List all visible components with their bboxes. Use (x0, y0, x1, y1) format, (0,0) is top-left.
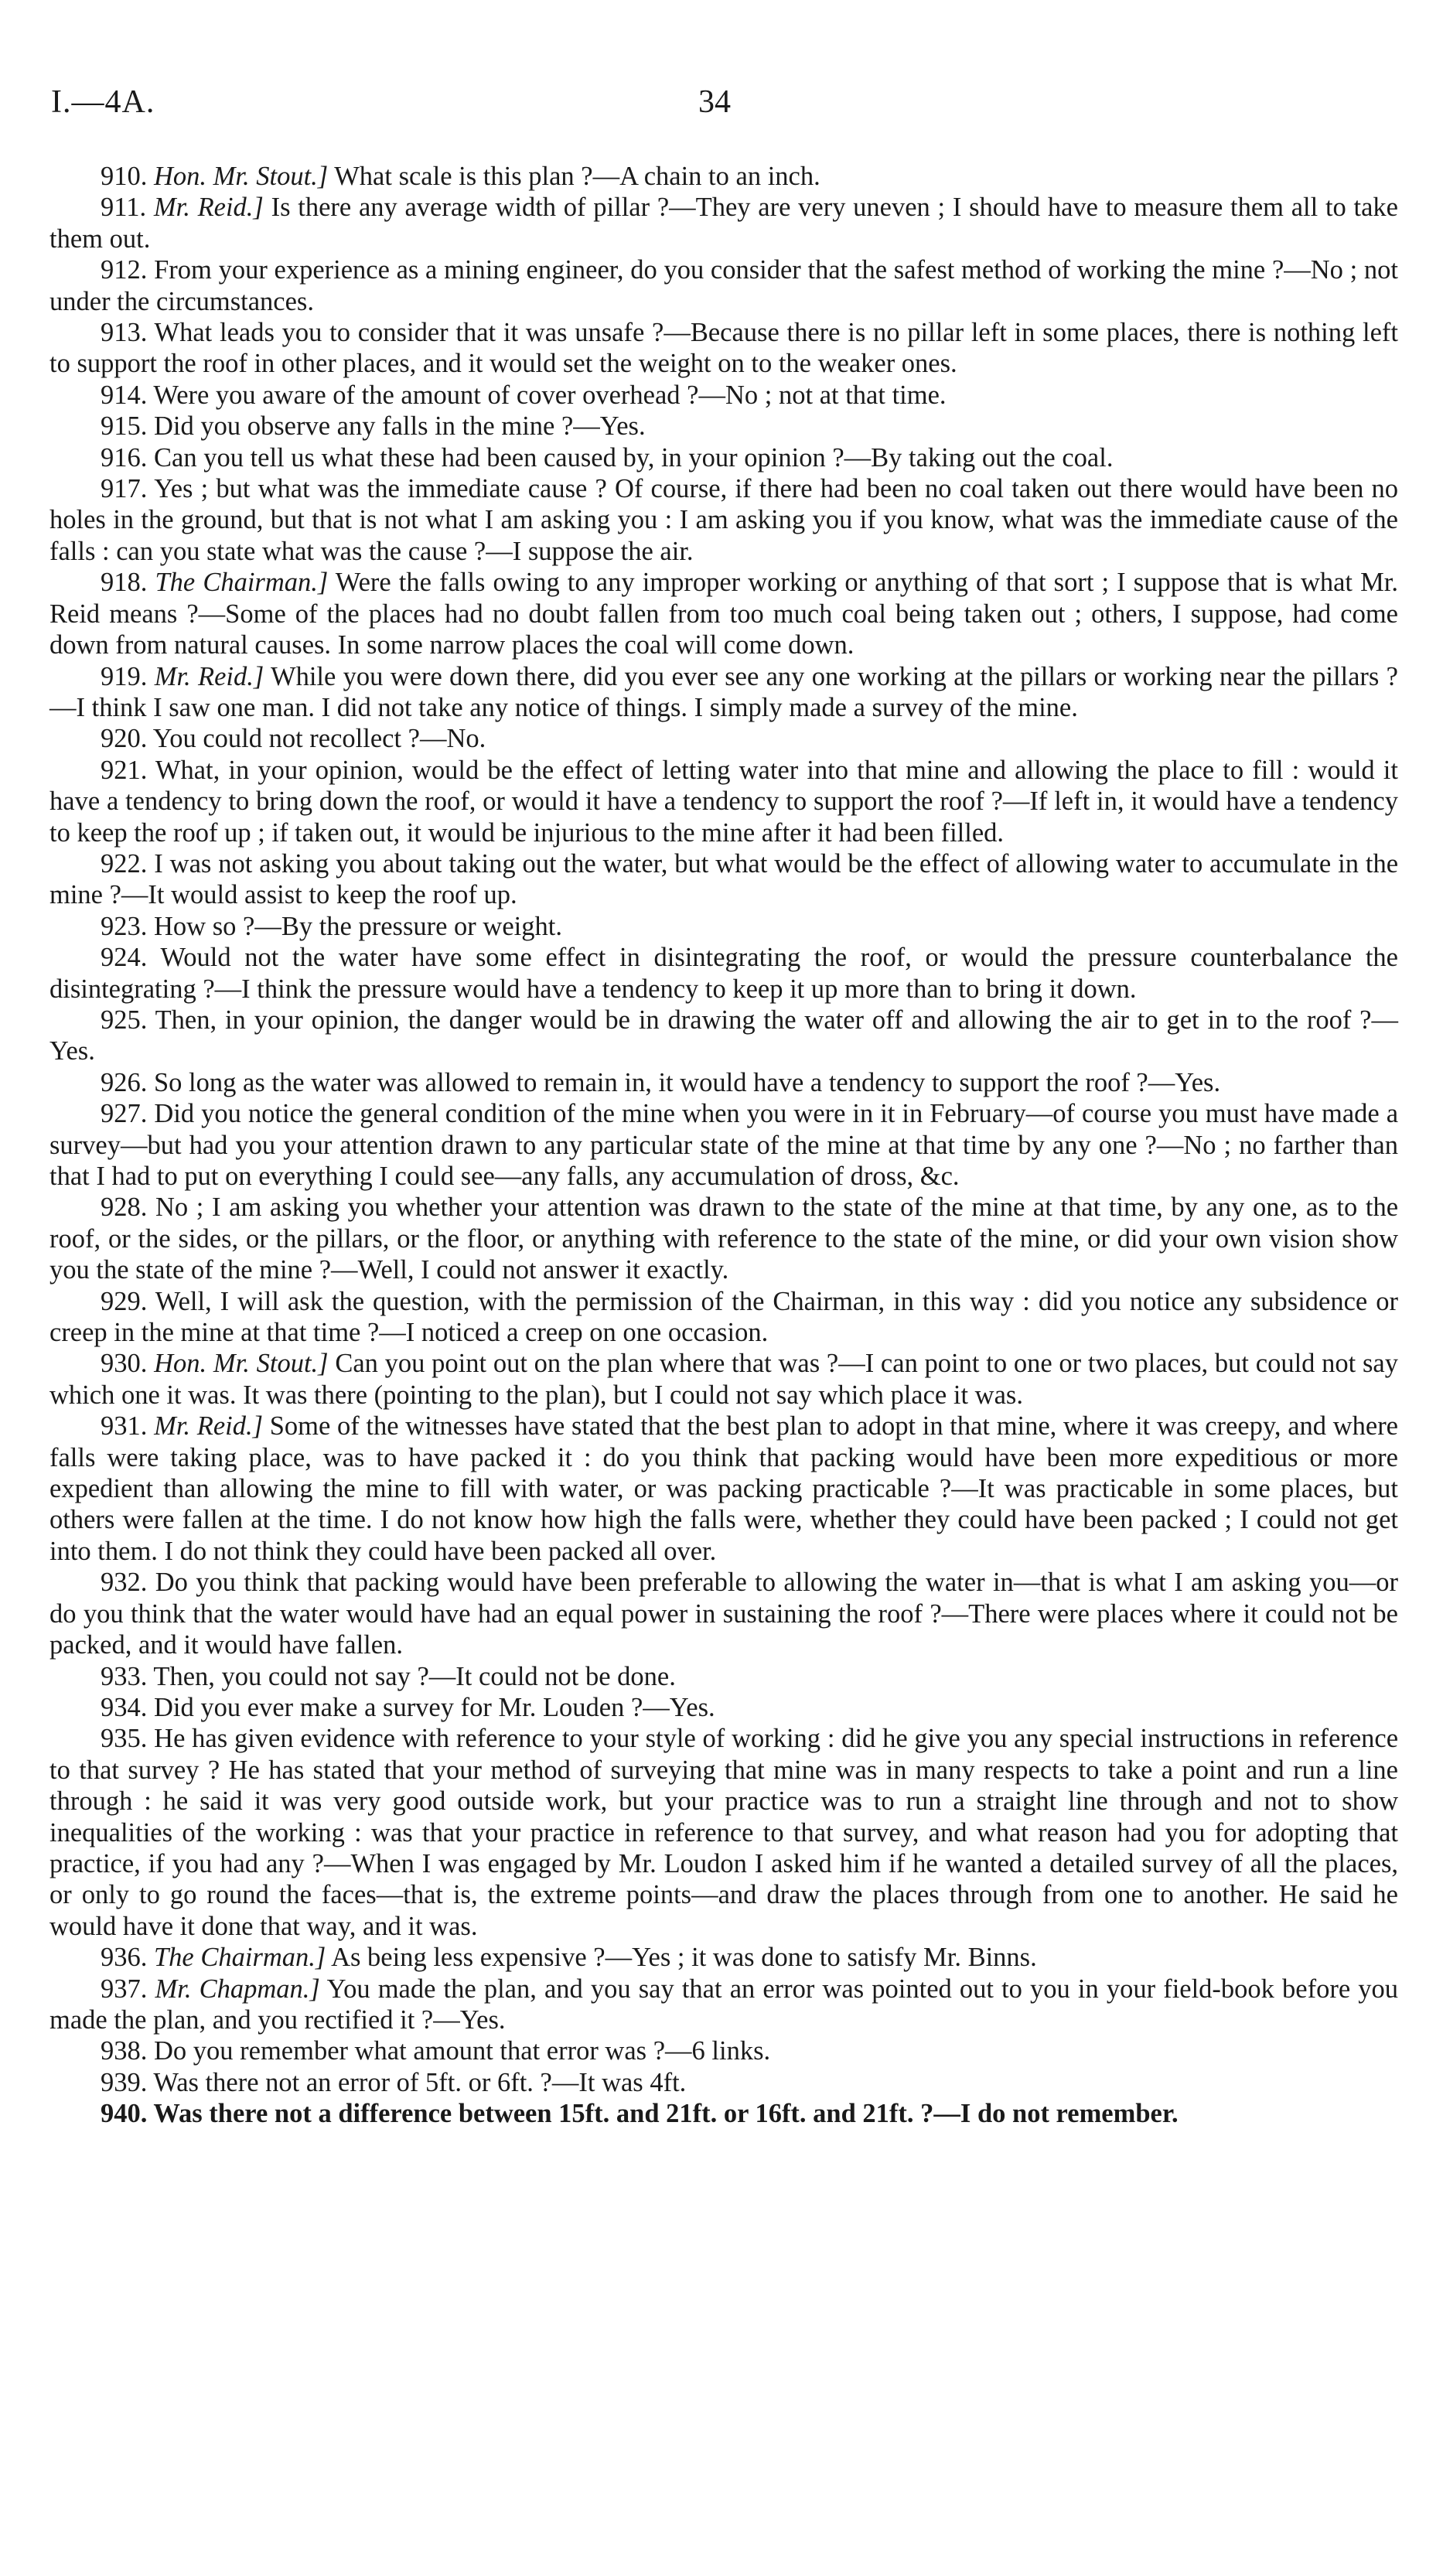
question-answer-text: Is there any average width of pillar ?—They are very uneven ; I should have to measure them all to take them out. (49, 193, 1398, 254)
evidence-paragraph (49, 1723, 1398, 1942)
evidence-paragraph (49, 723, 1398, 754)
question-answer-text: While you were down there, did you ever see any one working at the pillars or working near the pillars ?—I think I saw one man. I did not take any notice of things. I simply made a survey of the mine. (49, 661, 1398, 722)
question-number: 920. (101, 724, 148, 754)
speaker-name: Hon. Mr. Stout.] (154, 162, 329, 191)
question-number: 912. (101, 255, 148, 285)
question-answer-text: What, in your opinion, would be the effect of letting water into that mine and allowing the place to fill : would it have a tendency to bring down the roof, or would it have a tendency to support the roof ?—If left in, it would have a tendency to keep the roof up ; if taken out, it would be injurious to the mine after it had been filled. (49, 755, 1398, 848)
question-answer-text: Can you point out on the plan where that was ?—I can point to one or two places, but could not say which one it was. It was there (pointing to the plan), but I could not say which place it was. (49, 1349, 1398, 1410)
evidence-paragraph (49, 1067, 1398, 1098)
document-reference: I.—4A. (51, 84, 155, 120)
question-answer-text: Then, in your opinion, the danger would be in drawing the water off and allowing the air to get in to the roof ?—Yes. (49, 1005, 1398, 1066)
evidence-paragraph (49, 2035, 1398, 2066)
question-number: 913. (101, 318, 148, 348)
speaker-name: Mr. Reid.] (154, 1411, 264, 1442)
question-number: 933. (101, 1661, 148, 1691)
evidence-paragraph (49, 567, 1398, 660)
evidence-paragraph (49, 1286, 1398, 1349)
evidence-text (49, 161, 1398, 2130)
question-answer-text: Did you observe any falls in the mine ?—Yes. (154, 411, 646, 442)
question-number: 937. (101, 1974, 148, 2004)
question-answer-text: What scale is this plan ?—A chain to an inch. (328, 162, 820, 191)
question-number: 932. (101, 1568, 148, 1598)
question-answer-text: Then, you could not say ?—It could not be done. (153, 1661, 676, 1691)
question-answer-text: No ; I am asking you whether your attention was drawn to the state of the mine at that time, by any one, as to the roof, or the sides, or the pillars, or the floor, or anything with reference to the state of the mine, or did your own vision show you the state of the mine ?—Well, I could not answer it exactly. (49, 1192, 1399, 1285)
question-number: 938. (101, 2036, 148, 2066)
question-answer-text: So long as the water was allowed to remain in, it would have a tendency to support the roof ?—Yes. (154, 1067, 1221, 1097)
question-number: 919. (101, 661, 148, 691)
evidence-paragraph (49, 911, 1398, 942)
question-answer-text: Did you ever make a survey for Mr. Louden ?—Yes. (154, 1692, 715, 1722)
question-number: 914. (101, 380, 148, 410)
speaker-name: Mr. Chapman.] (155, 1974, 320, 2004)
question-answer-text: I was not asking you about taking out the water, but what would be the effect of allowing water to accumulate in the mine ?—It would assist to keep the roof up. (49, 848, 1399, 910)
question-answer-text: As being less expensive ?—Yes ; it was done to satisfy Mr. Binns. (326, 1943, 1037, 1973)
question-answer-text: Was there not a difference between 15ft. and 21ft. or 16ft. and 21ft. ?—I do not remember. (153, 2099, 1179, 2129)
question-answer-text: Were the falls owing to any improper working or anything of that sort ; I suppose that is what Mr. Reid means ?—Some of the places had no doubt fallen from too much coal being taken out ; others, I suppose, had come down from natural causes. In some narrow places the coal will come down. (49, 568, 1398, 660)
question-answer-text: Well, I will ask the question, with the permission of the Chairman, in this way : did you notice any subsidence or creep in the mine at that time ?—I noticed a creep on one occasion. (49, 1286, 1398, 1348)
evidence-paragraph (49, 1098, 1398, 1192)
question-number: 939. (101, 2067, 148, 2097)
evidence-paragraph (49, 1974, 1398, 2036)
question-number: 926. (101, 1067, 148, 1097)
question-number: 918. (101, 568, 148, 598)
evidence-paragraph (49, 1567, 1398, 1660)
question-number: 922. (101, 848, 148, 879)
question-number: 928. (101, 1192, 148, 1223)
question-number: 934. (101, 1692, 148, 1722)
evidence-paragraph (49, 1661, 1398, 1692)
question-answer-text: He has given evidence with reference to your style of working : did he give you any special instructions in reference to that survey ? He has stated that your method of surveying that mine was in many respects to take a point and run a line through : he said it was very good outside work, but your practice was to run a straight line through and not to show inequalities of the working : was that your practice in reference to that survey, and what reason had you for adopting that practice, if you had any ?—When I was engaged by Mr. Loudon I asked him if he wanted a detailed survey of all the places, or only to go round the faces—that is, the extreme points—and draw the places through from one to another. He said he would have it done that way, and it was. (49, 1724, 1399, 1941)
question-answer-text: Do you think that packing would have been preferable to allowing the water in—that is what I am asking you—or do you think that the water would have had an equal power in sustaining the roof ?—There were places where it could not be packed, and it would have fallen. (49, 1568, 1398, 1660)
evidence-paragraph (49, 942, 1398, 1005)
question-number: 929. (101, 1286, 148, 1316)
evidence-paragraph (49, 848, 1398, 911)
evidence-paragraph (49, 1005, 1398, 1067)
question-answer-text: Were you aware of the amount of cover overhead ?—No ; not at that time. (153, 380, 947, 410)
evidence-paragraph (49, 755, 1398, 848)
evidence-paragraph (49, 2098, 1398, 2129)
question-answer-text: How so ?—By the pressure or weight. (154, 911, 562, 941)
evidence-paragraph (49, 192, 1398, 254)
question-answer-text: Yes ; but what was the immediate cause ? Of course, if there had been no coal taken out there would have been no holes in the ground, but that is not what I am asking you : I am asking you if you know, what was the immediate cause of the falls : can you state what was the cause ?—I suppose the air. (49, 474, 1398, 566)
speaker-name: The Chairman.] (154, 1943, 326, 1973)
evidence-paragraph (49, 254, 1398, 317)
question-number: 936. (101, 1943, 148, 1973)
question-answer-text: You could not recollect ?—No. (152, 724, 486, 754)
question-answer-text: From your experience as a mining engineer, do you consider that the safest method of working the mine ?—No ; not under the circumstances. (49, 255, 1399, 316)
evidence-paragraph (49, 1192, 1398, 1285)
evidence-paragraph (49, 411, 1398, 442)
evidence-paragraph (49, 473, 1398, 567)
speaker-name: The Chairman.] (155, 568, 329, 598)
evidence-paragraph (49, 1692, 1398, 1723)
question-number: 925. (101, 1005, 148, 1035)
question-number: 915. (101, 411, 148, 442)
evidence-paragraph (49, 317, 1398, 380)
speaker-name: Mr. Reid.] (153, 193, 264, 223)
evidence-paragraph (49, 380, 1398, 411)
evidence-paragraph (49, 1942, 1398, 1973)
question-number: 921. (101, 755, 148, 785)
question-number: 924. (101, 943, 148, 973)
evidence-paragraph (49, 1348, 1398, 1411)
question-answer-text: You made the plan, and you say that an error was pointed out to you in your field-book before you made the plan, and you rectified it ?—Yes. (49, 1974, 1398, 2035)
question-answer-text: Was there not an error of 5ft. or 6ft. ?—It was 4ft. (153, 2067, 687, 2097)
page-number: 34 (698, 84, 731, 120)
question-number: 930. (101, 1349, 148, 1379)
evidence-paragraph (49, 1411, 1398, 1567)
evidence-paragraph (49, 661, 1398, 724)
question-number: 935. (101, 1724, 148, 1754)
question-number: 923. (101, 911, 148, 941)
question-number: 916. (101, 442, 148, 473)
question-number: 917. (101, 474, 148, 504)
question-number: 927. (101, 1099, 148, 1129)
speaker-name: Hon. Mr. Stout.] (154, 1349, 329, 1379)
evidence-paragraph (49, 2067, 1398, 2098)
question-answer-text: Can you tell us what these had been caused by, in your opinion ?—By taking out the coal. (154, 442, 1114, 473)
question-number: 910. (101, 162, 148, 191)
question-answer-text: Some of the witnesses have stated that the best plan to adopt in that mine, where it was creepy, and where falls were taking place, was to have packed it : do you think that packing would have been more expeditious or more expedient than allowing the mine to fill with water, or was packing practicable ?—It was practicable in some places, but others were fallen at the time. I do not know how high the falls were, whether they could have been packed ; I could not get into them. I do not think they could have been packed all over. (49, 1411, 1398, 1566)
question-answer-text: Did you notice the general condition of the mine when you were in it in February—of course you must have made a survey—but had you your attention drawn to any particular state of the mine at that time by any one ?—No ; no farther than that I had to put on everything I could see—any falls, any accumulation of dross, &c. (49, 1099, 1399, 1191)
question-number: 911. (101, 193, 147, 223)
question-answer-text: What leads you to consider that it was unsafe ?—Because there is no pillar left in some places, there is nothing left to support the roof in other places, and it would set the weight on to the weaker ones. (49, 318, 1398, 379)
evidence-paragraph (49, 442, 1398, 473)
speaker-name: Mr. Reid.] (154, 661, 264, 691)
question-number: 940. (101, 2099, 148, 2129)
question-answer-text: Would not the water have some effect in disintegrating the roof, or would the pressure counterbalance the disintegrating ?—I think the pressure would have a tendency to keep it up more than to bring it down. (49, 943, 1398, 1004)
question-answer-text: Do you remember what amount that error was ?—6 links. (154, 2036, 771, 2066)
page-header (0, 84, 1443, 130)
evidence-paragraph (49, 161, 1398, 192)
question-number: 931. (101, 1411, 148, 1442)
